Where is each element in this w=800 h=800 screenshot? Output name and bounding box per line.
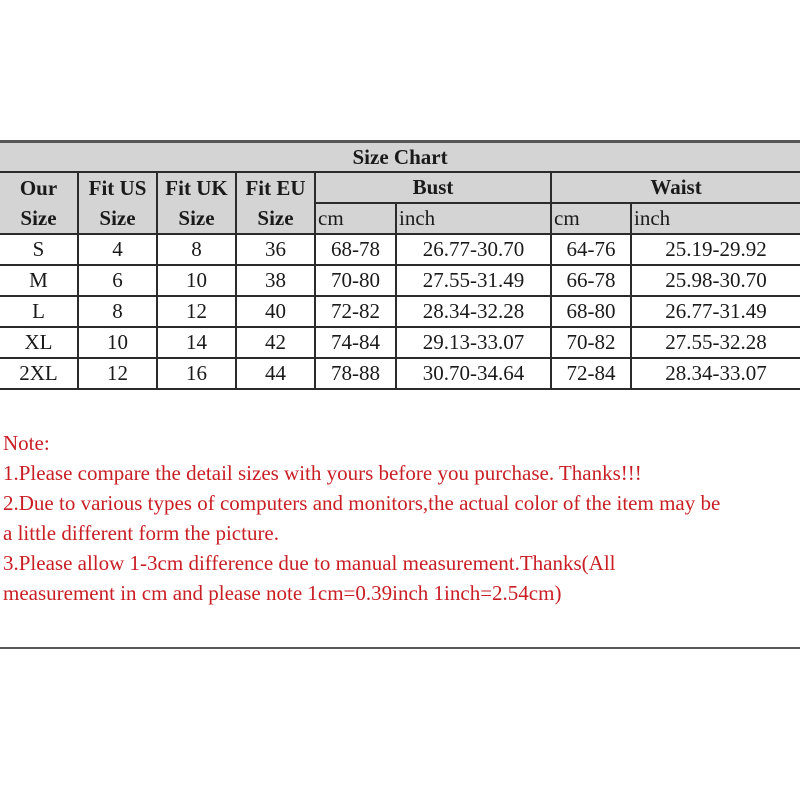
cell-fit-uk: 14 xyxy=(157,327,236,358)
header-waist-cm: cm xyxy=(551,203,631,234)
cell-fit-eu: 38 xyxy=(236,265,315,296)
cell-bust-cm: 70-80 xyxy=(315,265,396,296)
cell-waist-inch: 25.19-29.92 xyxy=(631,234,800,265)
cell-fit-us: 10 xyxy=(78,327,157,358)
cell-fit-us: 12 xyxy=(78,358,157,389)
title-row xyxy=(0,142,800,173)
header-bust: Bust xyxy=(315,172,551,203)
cell-bust-inch: 30.70-34.64 xyxy=(396,358,551,389)
header-bust-inch: inch xyxy=(396,203,551,234)
cell-bust-cm: 74-84 xyxy=(315,327,396,358)
cell-bust-cm: 72-82 xyxy=(315,296,396,327)
cell-bust-inch: 27.55-31.49 xyxy=(396,265,551,296)
table-row xyxy=(0,327,800,358)
cell-waist-inch: 27.55-32.28 xyxy=(631,327,800,358)
note-line-1: 1.Please compare the detail sizes with yours before you purchase. Thanks!!! xyxy=(3,461,642,485)
cell-waist-inch: 26.77-31.49 xyxy=(631,296,800,327)
cell-our-size: L xyxy=(0,296,78,327)
cell-bust-inch: 29.13-33.07 xyxy=(396,327,551,358)
cell-our-size: M xyxy=(0,265,78,296)
header-fit-eu-line1: Fit EU xyxy=(245,176,306,200)
header-fit-us xyxy=(78,172,157,234)
cell-fit-us: 4 xyxy=(78,234,157,265)
cell-bust-cm: 78-88 xyxy=(315,358,396,389)
table-row xyxy=(0,265,800,296)
note-line-3: 3.Please allow 1-3cm difference due to manual measurement.Thanks(All xyxy=(3,551,616,575)
table-row xyxy=(0,234,800,265)
cell-fit-uk: 10 xyxy=(157,265,236,296)
cell-waist-inch: 25.98-30.70 xyxy=(631,265,800,296)
note-line-3-cont: measurement in cm and please note 1cm=0.39inch 1inch=2.54cm) xyxy=(3,581,562,605)
header-fit-uk-line1: Fit UK xyxy=(165,176,228,200)
header-fit-eu xyxy=(236,172,315,234)
cell-fit-eu: 40 xyxy=(236,296,315,327)
table-row xyxy=(0,358,800,389)
table-row xyxy=(0,296,800,327)
notes-section xyxy=(3,428,800,608)
size-chart-table xyxy=(0,140,800,390)
cell-waist-cm: 72-84 xyxy=(551,358,631,389)
cell-fit-uk: 8 xyxy=(157,234,236,265)
cell-fit-eu: 42 xyxy=(236,327,315,358)
cell-fit-eu: 44 xyxy=(236,358,315,389)
header-our-size-line1: Our xyxy=(19,176,58,200)
header-bust-cm: cm xyxy=(315,203,396,234)
header-waist: Waist xyxy=(551,172,800,203)
note-line-2: 2.Due to various types of computers and monitors,the actual color of the item may be xyxy=(3,491,721,515)
notes-heading: Note: xyxy=(3,431,50,455)
header-fit-eu-line2: Size xyxy=(257,206,294,230)
header-our-size-line2: Size xyxy=(20,206,57,230)
cell-fit-us: 6 xyxy=(78,265,157,296)
header-fit-us-line1: Fit US xyxy=(88,176,147,200)
cell-our-size: 2XL xyxy=(0,358,78,389)
header-waist-inch: inch xyxy=(631,203,800,234)
header-fit-uk xyxy=(157,172,236,234)
cell-waist-cm: 70-82 xyxy=(551,327,631,358)
header-our-size xyxy=(0,172,78,234)
chart-title: Size Chart xyxy=(0,142,800,173)
cell-bust-cm: 68-78 xyxy=(315,234,396,265)
note-line-2-cont: a little different form the picture. xyxy=(3,521,280,545)
cell-fit-eu: 36 xyxy=(236,234,315,265)
cell-waist-cm: 64-76 xyxy=(551,234,631,265)
cell-waist-cm: 66-78 xyxy=(551,265,631,296)
cell-fit-uk: 16 xyxy=(157,358,236,389)
bottom-divider xyxy=(0,647,800,649)
cell-fit-us: 8 xyxy=(78,296,157,327)
cell-bust-inch: 28.34-32.28 xyxy=(396,296,551,327)
header-fit-us-line2: Size xyxy=(99,206,136,230)
cell-our-size: S xyxy=(0,234,78,265)
cell-waist-inch: 28.34-33.07 xyxy=(631,358,800,389)
header-row-1 xyxy=(0,172,800,203)
cell-fit-uk: 12 xyxy=(157,296,236,327)
cell-bust-inch: 26.77-30.70 xyxy=(396,234,551,265)
header-fit-uk-line2: Size xyxy=(178,206,215,230)
cell-waist-cm: 68-80 xyxy=(551,296,631,327)
cell-our-size: XL xyxy=(0,327,78,358)
